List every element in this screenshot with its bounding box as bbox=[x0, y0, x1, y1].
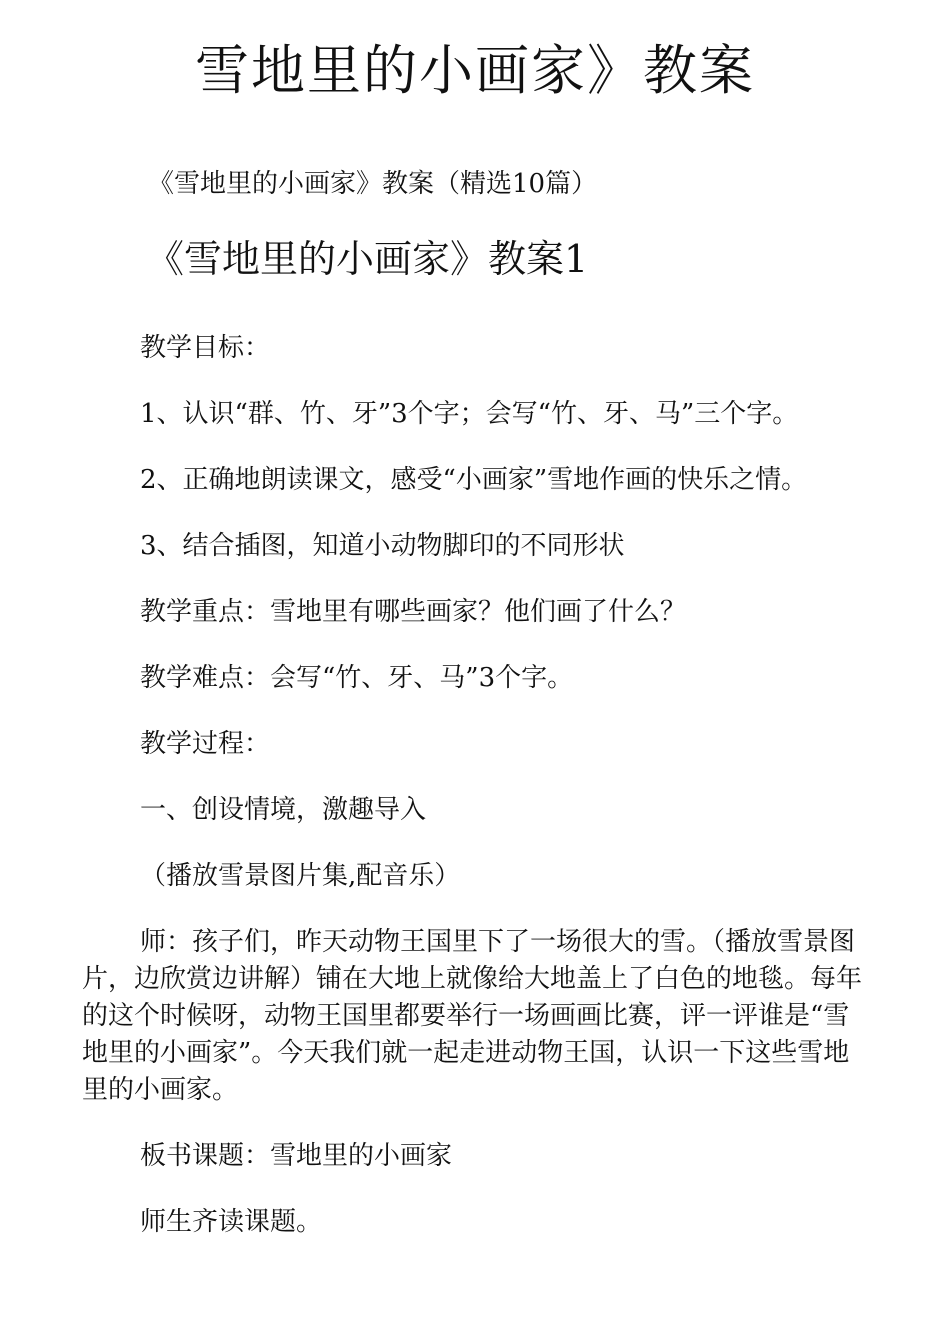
document-title: 雪地里的小画家》教案 bbox=[195, 39, 755, 102]
paragraph-read-title: 师生齐读课题。 bbox=[140, 1207, 323, 1237]
document-subtitle: 《雪地里的小画家》教案（精选10篇） bbox=[148, 169, 598, 199]
paragraph-goal-2: 2、正确地朗读课文，感受“小画家”雪地作画的快乐之情。 bbox=[140, 465, 808, 495]
paragraph-goal-1: 1、认识“群、竹、牙”3个字；会写“竹、牙、马”三个字。 bbox=[140, 399, 799, 429]
paragraph-process: 教学过程： bbox=[140, 729, 271, 759]
paragraph-difficulty: 教学难点：会写“竹、牙、马”3个字。 bbox=[140, 663, 574, 693]
paragraph-music-note: （播放雪景图片集,配音乐） bbox=[140, 861, 461, 891]
paragraph-goal-3: 3、结合插图，知道小动物脚印的不同形状 bbox=[140, 531, 625, 561]
paragraph-board-title: 板书课题：雪地里的小画家 bbox=[140, 1141, 453, 1171]
paragraph-teaching-goals: 教学目标： bbox=[140, 333, 271, 363]
section-title: 《雪地里的小画家》教案1 bbox=[146, 237, 589, 281]
document-body bbox=[82, 330, 872, 1269]
paragraph-key-point: 教学重点：雪地里有哪些画家？他们画了什么？ bbox=[140, 597, 687, 627]
paragraph-teacher-intro: 师：孩子们，昨天动物王国里下了一场很大的雪。（播放雪景图片，边欣赏边讲解）铺在大地上就像给大地盖上了白色的地毯。每年的这个时候呀，动物王国里都要举行一场画画比赛，评一评谁是“雪地里的小画家”。今天我们就一起走进动物王国，认识一下这些雪地里的小画家。 bbox=[82, 927, 863, 1105]
paragraph-step-1: 一、创设情境，激趣导入 bbox=[140, 795, 427, 825]
